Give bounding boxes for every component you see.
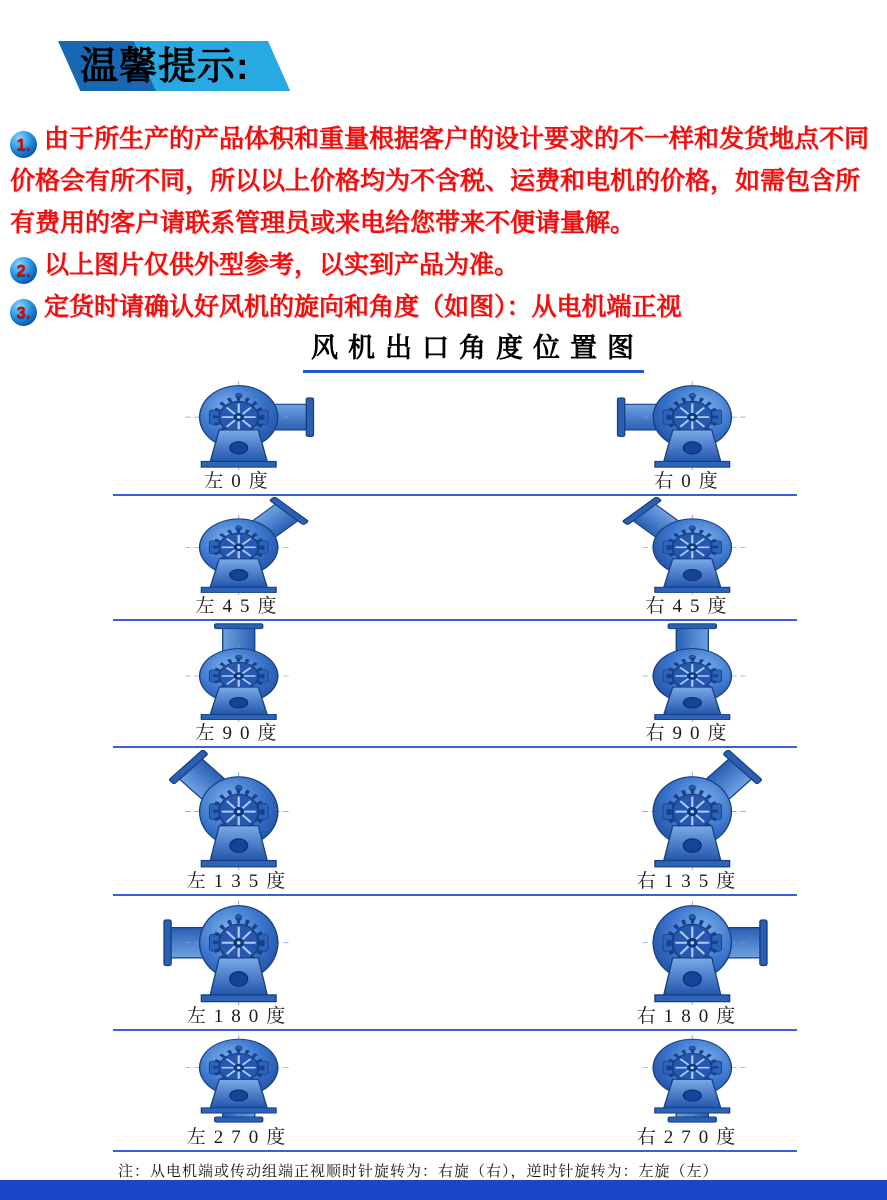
- fan-angle-label: 左45度: [195, 596, 285, 617]
- fan-row-0deg: [113, 379, 797, 496]
- diagram-title-row: [0, 334, 887, 373]
- fan-angle-grid: [113, 379, 797, 1152]
- fan-illustration-right-270: [590, 1034, 790, 1150]
- fan-illustration-left-90: [140, 620, 340, 746]
- note-item-1: [10, 118, 879, 244]
- note-item-2: [10, 244, 879, 286]
- fan-row-45deg: [113, 496, 797, 621]
- fan-angle-label: 右135度: [636, 871, 744, 892]
- fan-row-135deg: [113, 748, 797, 896]
- note-number-badge-1: 1.: [10, 131, 37, 158]
- note-text-2: 以上图片仅供外型参考，以实到产品为准。: [44, 251, 520, 279]
- note-text-1: 由于所生产的产品体积和重量根据客户的设计要求的不一样和发货地点不同价格会有所不同，所以以上价格均为不含税、运费和电机的价格，如需包含所有费用的客户请联系管理员或来电给您带来不便请量解。: [10, 125, 870, 237]
- fan-illustration-left-0: [140, 380, 340, 494]
- diagram-title: 风机出口角度位置图: [303, 334, 644, 373]
- fan-illustration-left-180: [140, 899, 340, 1029]
- tips-banner-title: 温馨提示:: [80, 46, 250, 88]
- fan-illustration-left-270: [140, 1034, 340, 1150]
- fan-angle-label: 左135度: [186, 871, 294, 892]
- note-item-3: [10, 286, 879, 328]
- fan-illustration-right-45: [590, 497, 790, 619]
- diagram-footnote: 注：从电机端或传动组端正视顺时针旋转为：右旋（右），逆时针旋转为：左旋（左）: [118, 1164, 719, 1180]
- footer-bar: [0, 1180, 887, 1200]
- note-text-3: 定货时请确认好风机的旋向和角度（如图）：从电机端正视: [44, 293, 682, 321]
- fan-angle-label: 左0度: [204, 471, 276, 492]
- fan-illustration-left-135: [140, 750, 340, 894]
- fan-illustration-right-135: [590, 750, 790, 894]
- note-number-badge-2: 2.: [10, 257, 37, 284]
- fan-row-90deg: [113, 621, 797, 748]
- fan-angle-label: 右0度: [654, 471, 726, 492]
- fan-illustration-left-45: [140, 497, 340, 619]
- fan-angle-label: 左270度: [186, 1127, 294, 1148]
- fan-illustration-right-90: [590, 620, 790, 746]
- fan-angle-label: 右90度: [645, 723, 735, 744]
- fan-angle-label: 右180度: [636, 1006, 744, 1027]
- fan-illustration-right-180: [590, 899, 790, 1029]
- fan-angle-label: 右270度: [636, 1127, 744, 1148]
- fan-row-180deg: [113, 896, 797, 1031]
- fan-angle-label: 左180度: [186, 1006, 294, 1027]
- note-number-badge-3: 3.: [10, 299, 37, 326]
- fan-row-270deg: [113, 1031, 797, 1152]
- fan-illustration-right-0: [590, 380, 790, 494]
- fan-angle-label: 右45度: [645, 596, 735, 617]
- fan-angle-label: 左90度: [195, 723, 285, 744]
